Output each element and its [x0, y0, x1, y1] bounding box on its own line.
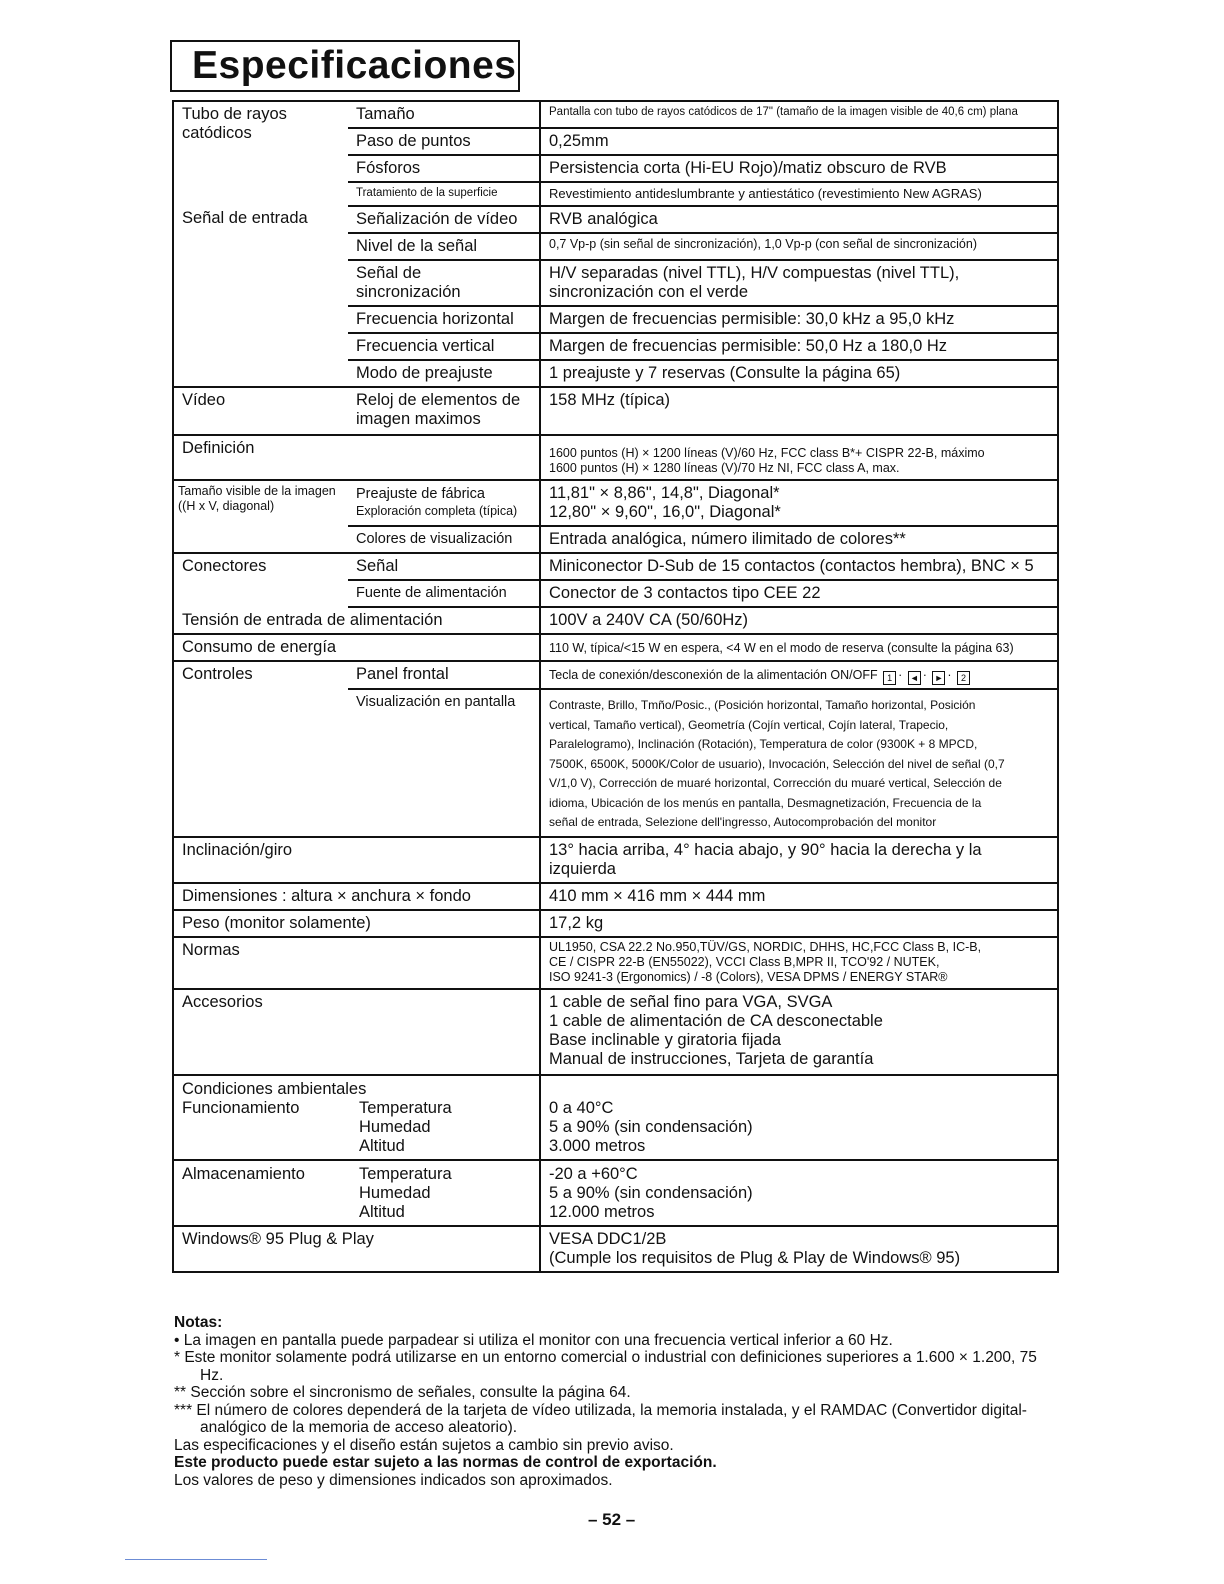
environment-heading: Condiciones ambientales — [182, 1079, 367, 1098]
table-row — [173, 480, 1058, 526]
osd-line: señal de entrada, Selezione dell'ingresso, Autocomprobación del monitor — [549, 815, 937, 829]
table-row — [173, 937, 1058, 989]
osd-line: vertical, Tamaño vertical), Geometría (Cojín vertical, Cojín lateral, Trapecio, — [549, 717, 949, 732]
row-sublabel: Modo de preajuste — [348, 360, 540, 387]
row-label: Conectores — [173, 553, 348, 607]
image-size-value: 11,81" × 8,86", 14,8", Diagonal* — [549, 484, 780, 502]
sync-label-line: sincronización — [356, 283, 461, 301]
table-row — [173, 910, 1058, 937]
row-value — [540, 937, 1058, 989]
table-row — [173, 1226, 1058, 1272]
table-row — [173, 553, 1058, 580]
row-value: 0,7 Vp-p (sin señal de sincronización), 1,0 Vp-p (con señal de sincronización) — [540, 233, 1058, 260]
param-label: Temperatura — [359, 1098, 452, 1117]
row-value — [540, 435, 1058, 480]
pnp-value-line: VESA DDC1/2B — [549, 1229, 667, 1248]
row-label: Inclinación/giro — [173, 837, 540, 883]
row-value: Margen de frecuencias permisible: 30,0 kHz a 95,0 kHz — [540, 306, 1058, 333]
row-value — [540, 1075, 1058, 1160]
note-approx-notice: Los valores de peso y dimensiones indicados son aproximados. — [174, 1471, 613, 1489]
operating-label: Funcionamiento — [182, 1098, 300, 1117]
row-label: Windows® 95 Plug & Play — [173, 1226, 540, 1272]
row-sublabel: Fuente de alimentación — [348, 580, 540, 607]
row-label — [173, 480, 348, 553]
row-sublabel: Señal — [348, 553, 540, 580]
row-value: 410 mm × 416 mm × 444 mm — [540, 883, 1058, 910]
row-value: 158 MHz (típica) — [540, 387, 1058, 435]
table-row — [173, 206, 1058, 233]
row-sublabel: Reloj de elementos de imagen maximos — [348, 387, 540, 435]
sync-value-line: H/V separadas (nivel TTL), H/V compuestas (nivel TTL), — [549, 264, 960, 282]
row-sublabel: Visualización en pantalla — [348, 689, 540, 837]
operating-params — [359, 1099, 452, 1156]
param-value: -20 a +60°C — [549, 1164, 638, 1183]
row-value: 1 preajuste y 7 reservas (Consulte la página 65) — [540, 360, 1058, 387]
image-size-sublabel: Preajuste de fábrica — [356, 486, 485, 502]
osd-line: Paralelogramo), Inclinación (Rotación), Temperatura de color (9300K + 8 MPCD, — [549, 737, 978, 751]
standards-line: CE / CISPR 22-B (EN55022), VCCI Class B,MPR II, TCO'92 / NUTEK, — [549, 954, 940, 969]
osd-line: 7500K, 6500K, 5000K/Color de usuario), Invocación, Selección del nivel de señal (0,7 — [549, 756, 1005, 771]
note-item: * Este monitor solamente podrá utilizarse en un entorno comercial o industrial con definiciones superiores a 1.600 × 1.200, 75 Hz. — [174, 1349, 1037, 1384]
table-row — [173, 1075, 1058, 1160]
row-sublabel: Señalización de vídeo — [348, 206, 540, 233]
notes-section — [174, 1314, 1044, 1489]
key-1-icon: 1 — [883, 671, 896, 685]
row-value: 0,25mm — [540, 128, 1058, 155]
row-value: Entrada analógica, número ilimitado de colores** — [540, 526, 1058, 553]
row-value — [540, 480, 1058, 526]
row-sublabel: Nivel de la señal — [348, 233, 540, 260]
environment-operating — [182, 1099, 531, 1156]
standards-line: UL1950, CSA 22.2 No.950,TÜV/GS, NORDIC, DHHS, HC,FCC Class B, IC-B, — [549, 939, 982, 954]
storage-label: Almacenamiento — [182, 1164, 305, 1183]
footer-divider — [125, 1559, 267, 1560]
accessory-line: Manual de instrucciones, Tarjeta de garantía — [549, 1049, 874, 1068]
image-size-sublabel: Exploración completa (típica) — [356, 504, 518, 518]
row-value: 13° hacia arriba, 4° hacia abajo, y 90° hacia la derecha y la izquierda — [540, 837, 1058, 883]
sync-label-line: Señal de — [356, 264, 422, 282]
table-row — [173, 837, 1058, 883]
row-value — [540, 1160, 1058, 1226]
definition-line: 1600 puntos (H) × 1200 líneas (V)/60 Hz, FCC class B*+ CISPR 22-B, máximo — [549, 446, 985, 460]
front-panel-text: Tecla de conexión/desconexión de la alimentación ON/OFF — [549, 668, 878, 682]
table-row — [173, 883, 1058, 910]
row-sublabel: Tamaño — [348, 101, 540, 128]
row-value: Conector de 3 contactos tipo CEE 22 — [540, 580, 1058, 607]
row-sublabel: Frecuencia vertical — [348, 333, 540, 360]
row-sublabel: Paso de puntos — [348, 128, 540, 155]
row-value: 110 W, típica/<15 W en espera, <4 W en el modo de reserva (consulte la página 63) — [540, 634, 1058, 661]
row-label: Tubo de rayos catódicos — [173, 101, 348, 206]
row-sublabel — [348, 480, 540, 526]
sync-value-line: sincronización con el verde — [549, 283, 749, 301]
row-value: 100V a 240V CA (50/60Hz) — [540, 607, 1058, 634]
row-label: Normas — [173, 937, 540, 989]
row-value: RVB analógica — [540, 206, 1058, 233]
osd-line: Contraste, Brillo, Tmño/Posic., (Posición horizontal, Tamaño horizontal, Posición — [549, 698, 976, 712]
row-value: Persistencia corta (Hi-EU Rojo)/matiz obscuro de RVB — [540, 155, 1058, 182]
title-box — [170, 40, 520, 92]
table-row — [173, 387, 1058, 435]
row-value: Tecla de conexión/desconexión de la alimentación ON/OFF 1 · ◄ · ► · 2 — [540, 661, 1058, 689]
row-sublabel: Frecuencia horizontal — [348, 306, 540, 333]
table-row — [173, 101, 1058, 128]
osd-line: idioma, Ubicación de los menús en pantalla, Desmagnetización, Frecuencia de la — [549, 795, 982, 810]
param-value: 12.000 metros — [549, 1202, 655, 1221]
table-row — [173, 607, 1058, 634]
accessory-line: 1 cable de alimentación de CA desconectable — [549, 1011, 883, 1030]
table-row — [173, 634, 1058, 661]
row-value: Margen de frecuencias permisible: 50,0 Hz a 180,0 Hz — [540, 333, 1058, 360]
note-item: *** El número de colores dependerá de la tarjeta de vídeo utilizada, la memoria instalada, y el RAMDAC (Convertidor digital-analógico de la memoria de acceso aleatorio). — [174, 1401, 1027, 1436]
key-2-icon: 2 — [957, 671, 970, 685]
row-label: Consumo de energía — [173, 634, 540, 661]
page-number: – 52 – — [588, 1510, 636, 1529]
row-sublabel: Tratamiento de la superficie — [348, 182, 540, 206]
note-export-notice: Este producto puede estar sujeto a las normas de control de exportación. — [174, 1454, 717, 1471]
pnp-value-line: (Cumple los requisitos de Plug & Play de Windows® 95) — [549, 1248, 961, 1267]
param-value: 5 a 90% (sin condensación) — [549, 1117, 753, 1136]
page-title: Especificaciones — [192, 44, 517, 87]
param-label: Humedad — [359, 1117, 431, 1136]
environment-storage — [182, 1165, 531, 1222]
row-value: Pantalla con tubo de rayos catódicos de 17" (tamaño de la imagen visible de 40,6 cm) plana — [540, 101, 1058, 128]
row-label: Accesorios — [173, 989, 540, 1075]
row-label: Peso (monitor solamente) — [173, 910, 540, 937]
key-left-icon: ◄ — [908, 671, 921, 685]
param-value: 0 a 40°C — [549, 1098, 614, 1117]
accessory-line: 1 cable de señal fino para VGA, SVGA — [549, 992, 833, 1011]
note-item: ** Sección sobre el sincronismo de señales, consulte la página 64. — [174, 1384, 631, 1401]
row-sublabel: Fósforos — [348, 155, 540, 182]
param-label: Altitud — [359, 1136, 405, 1155]
row-label: Vídeo — [173, 387, 348, 435]
table-row — [173, 1160, 1058, 1226]
image-size-value: 12,80" × 9,60", 16,0", Diagonal* — [549, 503, 781, 521]
accessory-line: Base inclinable y giratoria fijada — [549, 1030, 782, 1049]
table-row — [173, 989, 1058, 1075]
definition-line: 1600 puntos (H) × 1280 líneas (V)/70 Hz NI, FCC class A, max. — [549, 461, 900, 475]
row-value: 17,2 kg — [540, 910, 1058, 937]
row-sublabel: Panel frontal — [348, 661, 540, 689]
row-sublabel — [348, 260, 540, 306]
row-label: Controles — [173, 661, 348, 837]
row-label — [173, 1160, 540, 1226]
param-label: Temperatura — [359, 1164, 452, 1183]
row-label: Tensión de entrada de alimentación — [173, 607, 540, 634]
row-value — [540, 689, 1058, 837]
specifications-table — [172, 100, 1059, 1273]
param-value: 5 a 90% (sin condensación) — [549, 1183, 753, 1202]
note-item: • La imagen en pantalla puede parpadear si utiliza el monitor con una frecuencia vertical inferior a 60 Hz. — [174, 1331, 893, 1349]
row-value — [540, 260, 1058, 306]
row-label: Dimensiones : altura × anchura × fondo — [173, 883, 540, 910]
row-label: Definición — [173, 435, 540, 480]
row-value: Revestimiento antideslumbrante y antiestático (revestimiento New AGRAS) — [540, 182, 1058, 206]
row-value — [540, 1226, 1058, 1272]
notes-heading: Notas: — [174, 1314, 223, 1331]
note-change-notice: Las especificaciones y el diseño están sujetos a cambio sin previo aviso. — [174, 1436, 674, 1454]
row-value: Miniconector D-Sub de 15 contactos (contactos hembra), BNC × 5 — [540, 553, 1058, 580]
row-value — [540, 989, 1058, 1075]
param-label: Altitud — [359, 1202, 405, 1221]
param-label: Humedad — [359, 1183, 431, 1202]
table-row — [173, 661, 1058, 689]
standards-line: ISO 9241-3 (Ergonomics) / -8 (Colors), VESA DPMS / ENERGY STAR® — [549, 969, 948, 984]
param-value: 3.000 metros — [549, 1136, 646, 1155]
image-size-label-line: Tamaño visible de la imagen — [178, 484, 336, 498]
row-label: Señal de entrada — [173, 206, 348, 387]
key-right-icon: ► — [932, 671, 945, 685]
table-row — [173, 435, 1058, 480]
row-sublabel: Colores de visualización — [348, 526, 540, 553]
osd-line: V/1,0 V), Corrección de muaré horizontal, Corrección du muaré vertical, Selección de — [549, 776, 1002, 790]
row-label — [173, 1075, 540, 1160]
image-size-label-line: ((H x V, diagonal) — [178, 499, 275, 513]
storage-params — [359, 1165, 452, 1222]
